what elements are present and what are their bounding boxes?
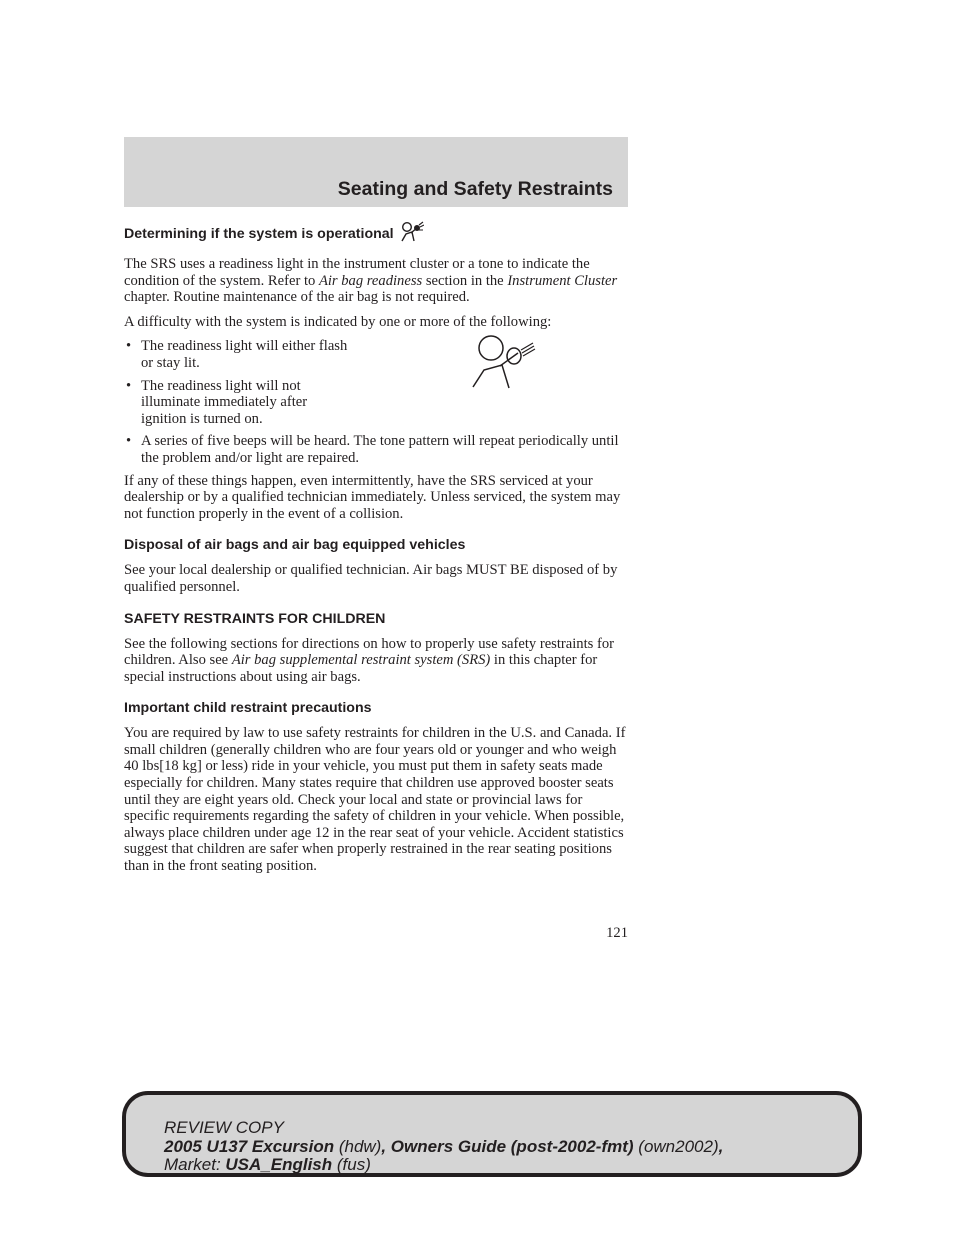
paragraph-child-precautions: You are required by law to use safety restraints for children in the U.S. and Canada. If small children (generally children who are four years old or younger and who weigh 40 lbs[18 kg] or less) ride in your vehicle, you must put them in safety seats made especially for children. Many states require that children use approved booster seats until they are eight years old. Check your local and state or provincial laws for specific requirements regarding the safety of children in your vehicle. When possible, always place children under age 12 in the rear seat of your vehicle. Accident statistics suggest that children are safer when properly restrained in the rear seating positions than in the front seating position. xyxy=(124,725,626,875)
paragraph-srs-readiness: The SRS uses a readiness light in the instrument cluster or a tone to indicate the condition of the system. Refer to Air bag readiness section in the Instrument Cluster chapter. Routine maintenance of the air bag is not required. xyxy=(124,256,618,306)
footer-text xyxy=(164,1119,723,1175)
section-header-band xyxy=(124,137,628,207)
page-number: 121 xyxy=(606,925,628,941)
heading-child-precautions: Important child restraint precautions xyxy=(124,700,372,717)
paragraph-service-srs: If any of these things happen, even intermittently, have the SRS serviced at your dealership or by a qualified technician immediately. Unless serviced, the system may not function properly in the event of a collision. xyxy=(124,472,621,522)
bullets-with-figure xyxy=(124,338,630,433)
page-content xyxy=(124,221,630,883)
page-title: Seating and Safety Restraints xyxy=(337,178,613,200)
footer-line-1: REVIEW COPY xyxy=(164,1118,284,1137)
bullet-list-continued xyxy=(124,433,630,466)
heading-system-operational: Determining if the system is operational xyxy=(124,221,630,248)
paragraph-children-restraints: See the following sections for directions on how to properly use safety restraints for children. Also see Air bag supplemental restraint system (SRS) in this chapter for special instructions about using air bags. xyxy=(124,635,614,685)
airbag-warning-icon xyxy=(470,334,540,401)
list-item: • The readiness light will either flash or stay lit. xyxy=(124,338,354,371)
footer-line-2: 2005 U137 Excursion (hdw), Owners Guide (post-2002-fmt) (own2002), xyxy=(164,1136,724,1156)
heading-safety-restraints-children: SAFETY RESTRAINTS FOR CHILDREN xyxy=(124,610,386,627)
list-item: • The readiness light will not illuminate immediately after ignition is turned on. xyxy=(124,378,354,428)
list-item: • A series of five beeps will be heard. The tone pattern will repeat periodically until the problem and/or light are repaired. xyxy=(124,433,630,466)
bullet-list xyxy=(124,338,354,433)
paragraph-difficulty: A difficulty with the system is indicated by one or more of the following: xyxy=(124,313,552,330)
review-copy-footer xyxy=(122,1091,862,1177)
heading-disposal: Disposal of air bags and air bag equipped vehicles xyxy=(124,537,466,554)
footer-line-3: Market: USA_English (fus) xyxy=(164,1155,371,1174)
paragraph-disposal: See your local dealership or qualified technician. Air bags MUST BE disposed of by qualified personnel. xyxy=(124,562,618,595)
airbag-icon xyxy=(400,221,424,248)
